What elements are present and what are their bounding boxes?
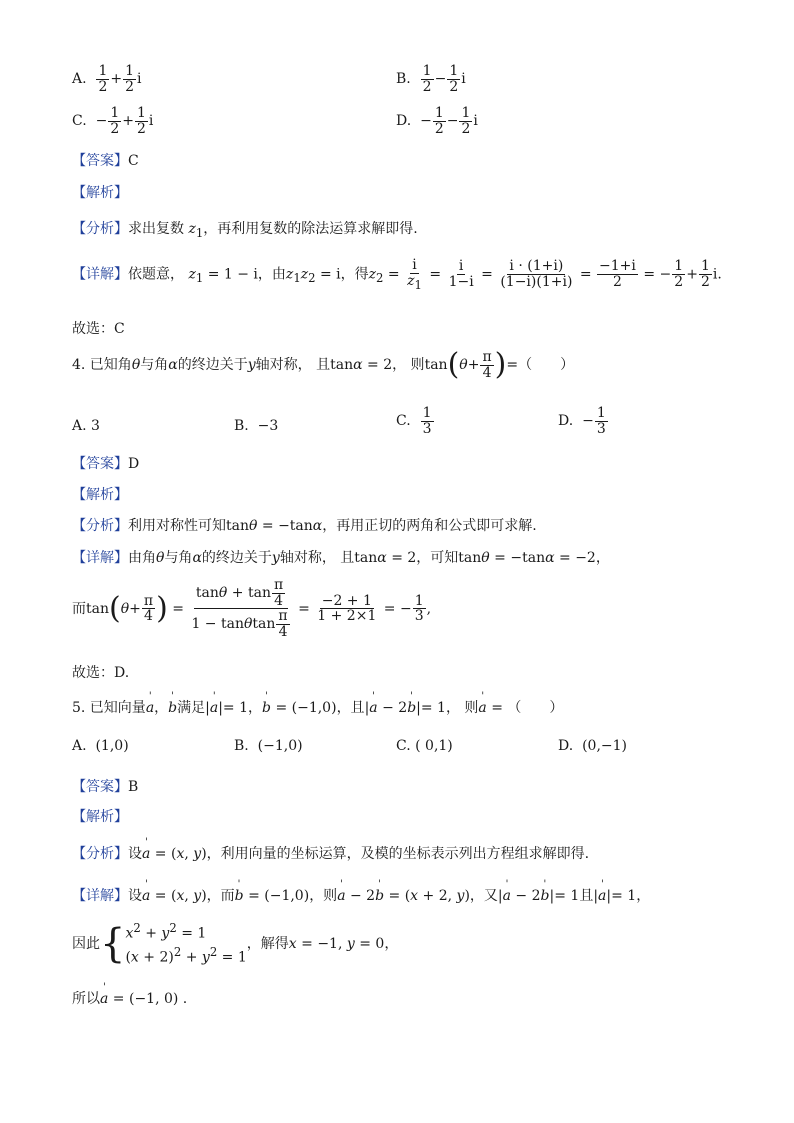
q5-option-c: C. ( 0,1) (396, 738, 453, 754)
q5-jiexi-tag: 【解析】 (72, 809, 128, 825)
q4-jiexi-tag: 【解析】 (72, 487, 128, 503)
q4-answer: 【答案】D (72, 456, 140, 472)
q4-option-a: A. 3 (72, 418, 100, 434)
q3-option-c: C. − $\frac{1}{2}$ + $\frac{1}{2}$ i (72, 105, 154, 137)
q5-conclusion: 所以' a = (−1, 0) . (72, 988, 187, 1008)
q5-option-a: A. (1,0) (72, 738, 129, 754)
q5-xiangjie: 【详解】设' a = (x, y)，而' b = (−1,0)，则' a − 2' b = (x + 2, y)，又|' a − 2' b|= 1且|' a|= 1， (72, 885, 650, 905)
q4-conclusion: 故选：D. (72, 665, 130, 681)
q3-option-b: B. $\frac{1}{2}$ − $\frac{1}{2}$ i (396, 63, 466, 95)
q4-fenxi: 【分析】利用对称性可知tanθ = −tanα，再用正切的两角和公式即可求解. (72, 518, 537, 534)
q5-system: 因此{ $x^2 + y^2 = 1$ $(x + 2)^2 + y^2 = 1$ ，解得x = −1, y = 0， (72, 920, 399, 967)
q4-option-d: D. − $\frac{1}{3}$ (558, 405, 606, 437)
q4-xiangjie-formula: 而tan(θ+ $\frac{\pi}{4}$ ) = tanθ + tan $\frac{\pi}{4}$ 1 − tanθtan $\frac{\pi}{4}$ = $\frac{-2 + 1}{1 + 2\times 1}$ = − $\frac{1}{3}$ , (72, 577, 432, 641)
q3-jiexi-tag: 【解析】 (72, 185, 128, 201)
q3-conclusion: 故选：C (72, 321, 125, 337)
q5-option-b: B. (−1,0) (234, 738, 303, 754)
q3-option-d: D. − $\frac{1}{2}$ − $\frac{1}{2}$ i (396, 105, 478, 137)
q5-fenxi: 【分析】设' a = (x, y)，利用向量的坐标运算，及模的坐标表示列出方程组求解即得. (72, 843, 589, 863)
q3-option-a: A. $\frac{1}{2}$ + $\frac{1}{2}$ i (72, 63, 142, 95)
q5-stem: 5. 已知向量' a，' b满足|' a|= 1，' b = (−1,0)，且|' a − 2' b|= 1， 则' a = （ ） (72, 697, 563, 717)
q4-option-c: C. $\frac{1}{3}$ (396, 405, 432, 437)
q3-xiangjie: 【详解】依题意， $z_1 = 1 - i$，由$z_1z_2 = i$，得$z_2$ = $\frac{i}{z_1}$ = $\frac{i}{1-i}$ = $\frac{i \cdot (1+i)}{(1-i)(1+i)}$ = $\frac{-1+i}{2}$ = − $\frac{1}{2}$ + $\frac{1}{2}$ i. (72, 257, 722, 292)
q5-option-d: D. (0,−1) (558, 738, 628, 754)
q5-answer: 【答案】B (72, 779, 139, 795)
q3-fenxi: 【分析】求出复数 $z_1$，再利用复数的除法运算求解即得. (72, 221, 418, 240)
q4-stem: 4. 已知角θ与角α的终边关于y轴对称， 且tanα = 2， 则tan(θ+ $\frac{\pi}{4}$ )=（ ） (72, 347, 575, 383)
q3-answer: 【答案】C (72, 153, 139, 169)
q4-option-b: B. −3 (234, 418, 279, 434)
q4-xiangjie: 【详解】由角θ与角α的终边关于y轴对称， 且tanα = 2，可知tanθ = −tanα = −2， (72, 550, 610, 566)
